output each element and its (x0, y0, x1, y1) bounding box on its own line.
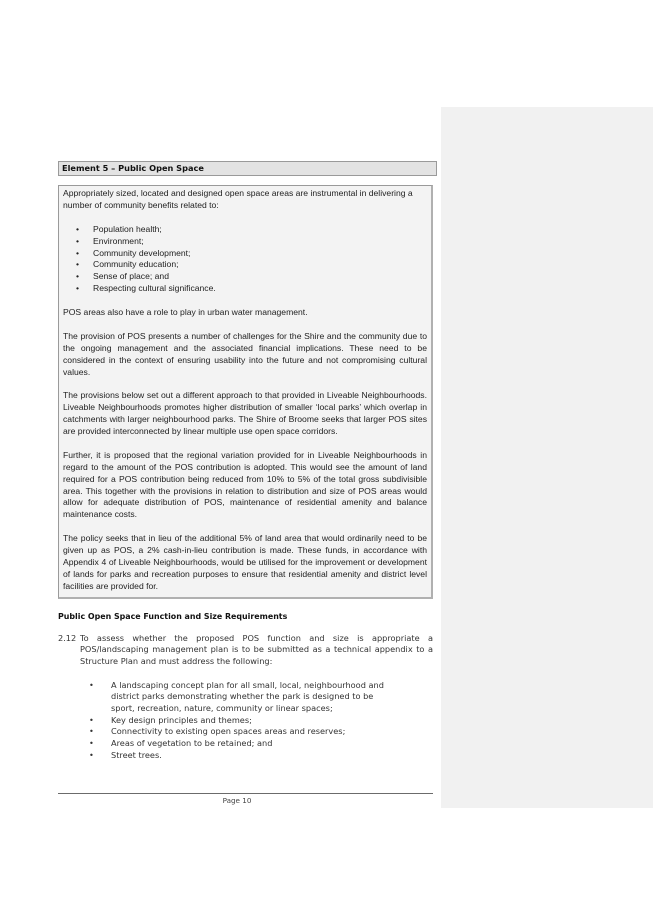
benefit-item (63, 236, 427, 248)
bullet-icon: • (76, 259, 80, 270)
requirement-text: Street trees. (111, 749, 162, 760)
requirement-item (58, 715, 433, 727)
requirement-item (58, 750, 433, 762)
benefit-item (63, 224, 427, 236)
comment-pane (441, 107, 653, 808)
benefit-text: Respecting cultural significance. (93, 283, 216, 294)
requirement-item (58, 726, 433, 738)
paragraph-regional-variation: Further, it is proposed that the regional variation provided for in Liveable Neighbourhoods in regard to the amount of the POS contribution is adopted. This would see the amount of land required for a POS contribution being reduced from 10% to 5% of the total gross subdivisible area. This together with the provisions in relation to distribution and size of POS areas would allow for adequate distribution of POS, maintenance of residential amenity and balance maintenance costs. (63, 449, 427, 520)
benefits-list (63, 224, 427, 295)
section-heading: Public Open Space Function and Size Requirements (58, 611, 288, 621)
paragraph-cash-in-lieu: The policy seeks that in lieu of the additional 5% of land area that would ordinarily need to be given up as POS, a 2% cash-in-lieu contribution is made. These funds, in accordance with Appendix 4 of Liveable Neighbourhoods, would be utilised for the improvement or development of lands for parks and recreation purposes to ensure that residential amenity and district level facilities are provided for. (63, 533, 427, 591)
requirement-text: A landscaping concept plan for all small, local, neighbourhood and district parks demonstrating whether the park is designed to be sport, recreation, nature, community or linear spaces; (111, 679, 384, 713)
benefit-item (63, 271, 427, 283)
bullet-icon: • (89, 714, 94, 725)
requirement-text: Areas of vegetation to be retained; and (111, 738, 273, 749)
benefit-item (63, 283, 427, 295)
bullet-icon: • (76, 283, 80, 294)
bullet-icon: • (89, 738, 94, 749)
requirement-text: Key design principles and themes; (111, 714, 252, 725)
paragraph-approach: The provisions below set out a different approach to that provided in Liveable Neighbourhoods. Liveable Neighbourhoods promotes higher distribution of smaller ‘local parks’ which overlap in catchments with larger neighbourhood parks. The Shire of Broome seeks that larger POS sites are provided interconnected by linear multiple use open space corridors. (63, 390, 427, 437)
requirements-list (58, 680, 433, 762)
paragraph-challenges: The provision of POS presents a number of challenges for the Shire and the community due to the ongoing management and the associated financial implications. These need to be considered in the context of ensuring usability into the future and not compromising cultural values. (63, 330, 427, 377)
requirement-item (58, 680, 433, 715)
benefit-text: Population health; (93, 223, 162, 234)
footer-divider (58, 793, 433, 794)
bullet-icon: • (76, 235, 80, 246)
benefit-item (63, 259, 427, 271)
element-title: Element 5 – Public Open Space (58, 161, 437, 176)
benefit-text: Community development; (93, 247, 191, 258)
benefit-item (63, 248, 427, 260)
benefit-text: Community education; (93, 259, 179, 270)
bullet-icon: • (76, 271, 80, 282)
requirement-text: Connectivity to existing open spaces areas and reserves; (111, 726, 346, 737)
requirement-item (58, 738, 433, 750)
bullet-icon: • (89, 726, 94, 737)
clause-text: To assess whether the proposed POS function and size is appropriate a POS/landscaping management plan is to be submitted as a technical appendix to a Structure Plan and must address the following: (80, 632, 433, 667)
bullet-icon: • (76, 223, 80, 234)
benefit-text: Sense of place; and (93, 271, 169, 282)
clause-number: 2.12 (58, 632, 77, 643)
page-footer (58, 793, 433, 806)
element-description-box (58, 185, 433, 599)
element-intro: Appropriately sized, located and designed open space areas are instrumental in delivering a number of community benefits related to: (63, 188, 413, 210)
page-number: Page 10 (222, 796, 252, 806)
document-body (58, 161, 437, 806)
benefit-text: Environment; (93, 235, 144, 246)
clause-2-12 (58, 633, 433, 668)
bullet-icon: • (76, 247, 80, 258)
bullet-icon: • (89, 749, 94, 760)
paragraph-water-management: POS areas also have a role to play in urban water management. (63, 307, 308, 318)
bullet-icon: • (89, 679, 94, 690)
